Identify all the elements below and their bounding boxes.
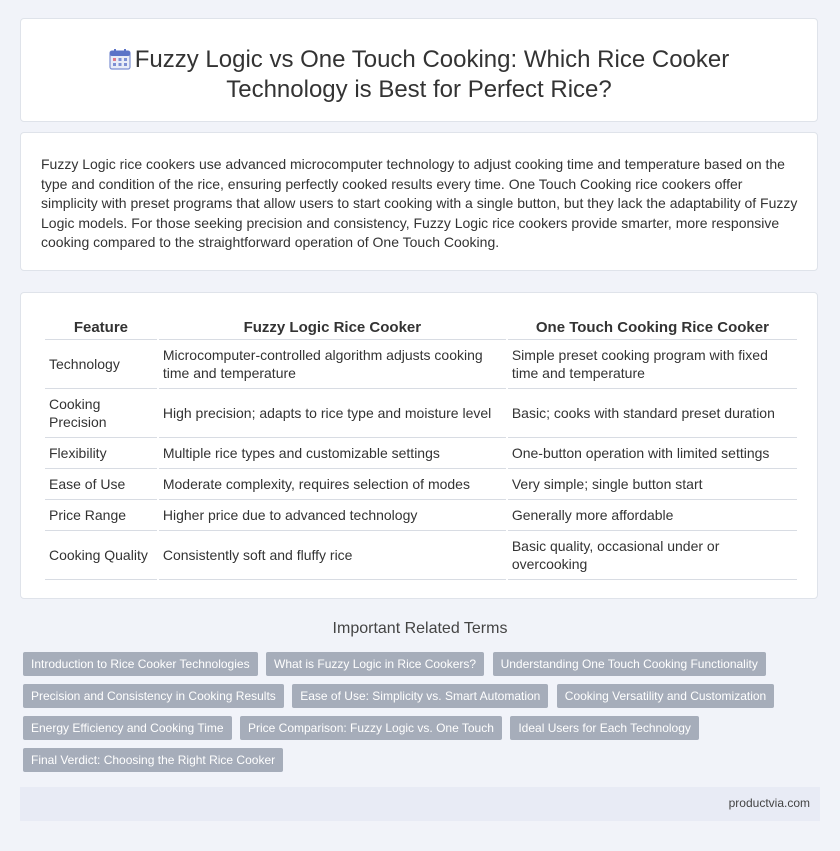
header-one-touch: One Touch Cooking Rice Cooker xyxy=(508,315,797,340)
table-cell: Basic quality, occasional under or overcooking xyxy=(508,531,797,580)
footer xyxy=(20,787,820,821)
table-cell: Cooking Precision xyxy=(45,389,157,438)
related-tag[interactable]: Price Comparison: Fuzzy Logic vs. One Touch xyxy=(240,716,502,740)
intro-paragraph: Fuzzy Logic rice cookers use advanced microcomputer technology to adjust cooking time and temperature based on the type and condition of the rice, ensuring perfectly cooked results every time. One Touch Cooking rice cookers offer simplicity with preset programs that allow users to start cooking with a single button, but they lack the adaptability of Fuzzy Logic models. For those seeking precision and consistency, Fuzzy Logic rice cookers provide smarter, more responsive cooking compared to the straightforward operation of One Touch Cooking. xyxy=(41,156,798,251)
table-header-row xyxy=(45,315,797,340)
related-tag[interactable]: Understanding One Touch Cooking Functionality xyxy=(493,652,766,676)
table-row xyxy=(45,531,797,580)
table-cell: Multiple rice types and customizable settings xyxy=(159,438,506,469)
related-tag[interactable]: Introduction to Rice Cooker Technologies xyxy=(23,652,258,676)
table-cell: Microcomputer-controlled algorithm adjusts cooking time and temperature xyxy=(159,340,506,389)
table-cell: Cooking Quality xyxy=(45,531,157,580)
table-cell: Generally more affordable xyxy=(508,500,797,531)
header-fuzzy-logic: Fuzzy Logic Rice Cooker xyxy=(159,315,506,340)
page-title xyxy=(21,45,817,105)
page-title-line2: Technology is Best for Perfect Rice? xyxy=(226,76,612,103)
related-tag[interactable]: Final Verdict: Choosing the Right Rice Cooker xyxy=(23,748,283,772)
table-row xyxy=(45,438,797,469)
table-row xyxy=(45,389,797,438)
related-tag[interactable]: What is Fuzzy Logic in Rice Cookers? xyxy=(266,652,484,676)
table-cell: Moderate complexity, requires selection of modes xyxy=(159,469,506,500)
table-row xyxy=(45,469,797,500)
related-tag[interactable]: Precision and Consistency in Cooking Results xyxy=(23,684,284,708)
table-cell: One-button operation with limited settings xyxy=(508,438,797,469)
table-cell: Basic; cooks with standard preset duration xyxy=(508,389,797,438)
page-title-line1: Fuzzy Logic vs One Touch Cooking: Which Rice Cooker xyxy=(134,46,730,73)
table-cell: Ease of Use xyxy=(45,469,157,500)
title-card xyxy=(20,18,818,122)
related-tag[interactable]: Energy Efficiency and Cooking Time xyxy=(23,716,232,740)
related-tag[interactable]: Cooking Versatility and Customization xyxy=(557,684,774,708)
table-cell: Price Range xyxy=(45,500,157,531)
footer-site-link[interactable]: productvia.com xyxy=(728,796,810,810)
table-row xyxy=(45,500,797,531)
table-cell: Technology xyxy=(45,340,157,389)
related-tag[interactable]: Ease of Use: Simplicity vs. Smart Automation xyxy=(292,684,548,708)
table-cell: Consistently soft and fluffy rice xyxy=(159,531,506,580)
header-feature: Feature xyxy=(45,315,157,340)
table-cell: Very simple; single button start xyxy=(508,469,797,500)
comparison-table xyxy=(43,315,799,580)
table-cell: Simple preset cooking program with fixed time and temperature xyxy=(508,340,797,389)
table-cell: High precision; adapts to rice type and moisture level xyxy=(159,389,506,438)
table-cell: Flexibility xyxy=(45,438,157,469)
intro-card xyxy=(20,132,818,271)
related-terms-tags xyxy=(23,652,803,780)
comparison-card xyxy=(20,292,818,599)
related-tag[interactable]: Ideal Users for Each Technology xyxy=(510,716,699,740)
related-terms-heading: Important Related Terms xyxy=(332,620,508,637)
table-cell: Higher price due to advanced technology xyxy=(159,500,506,531)
table-row xyxy=(45,340,797,389)
